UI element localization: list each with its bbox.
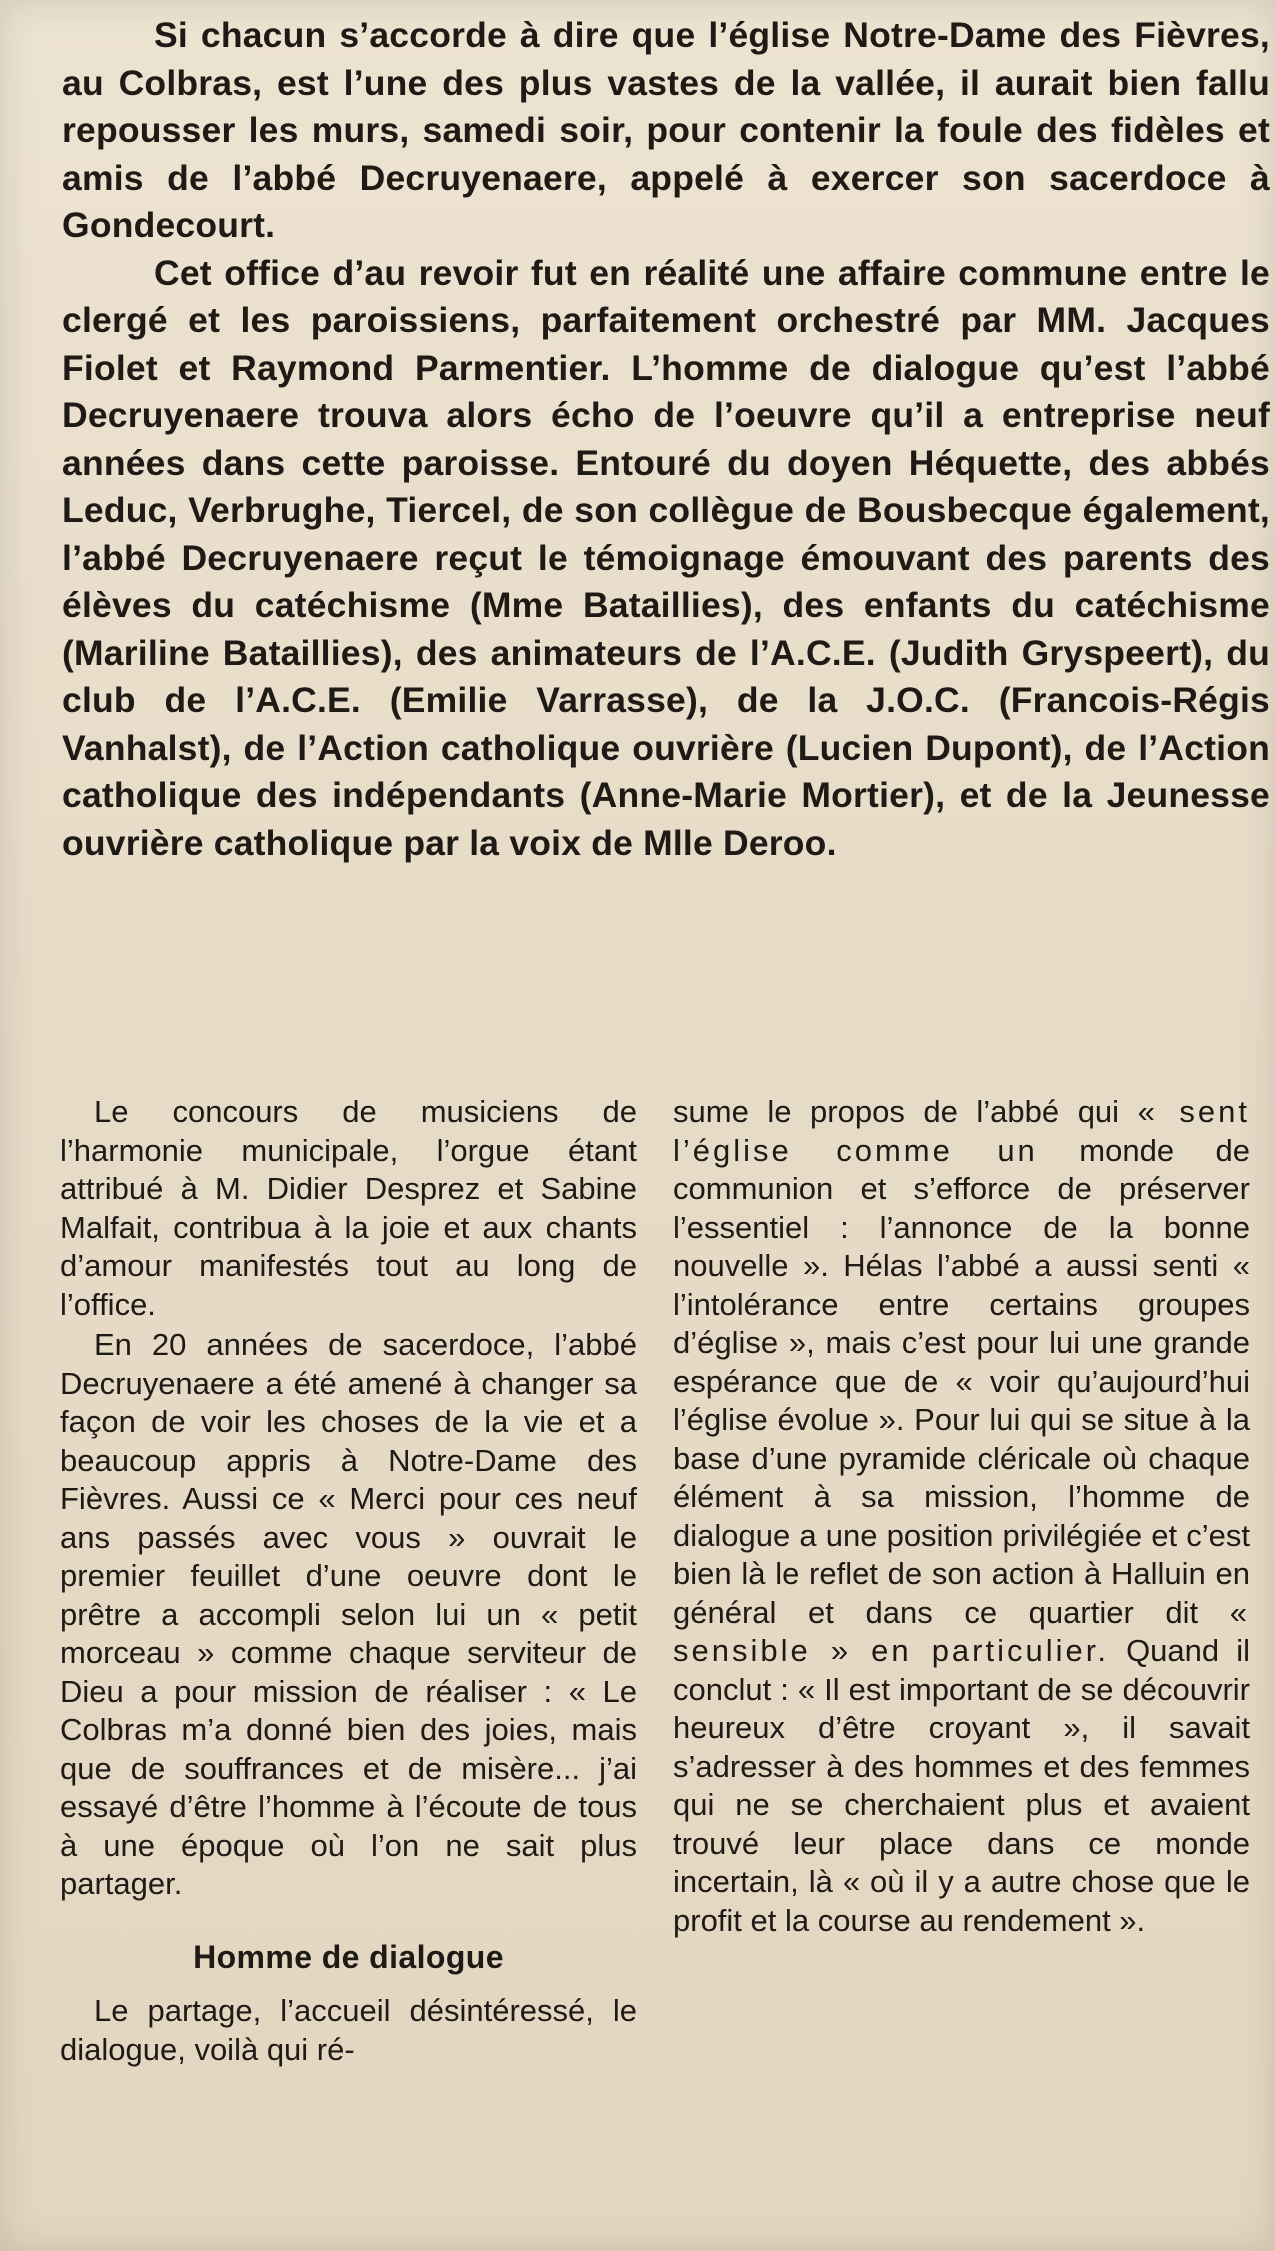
left-paragraph-2: En 20 années de sacerdoce, l’abbé Decruyenaere a été amené à changer sa façon de voir les choses de la vie et a beaucoup appris à Notre-Dame des Fièvres. Aussi ce « Merci pour ces neuf ans passés avec vous » ouvrait le premier feuillet d’une oeuvre dont le prêtre a accompli selon lui un « petit morceau » comme chaque serviteur de Dieu a pour mission de réaliser : « Le Colbras m’a donné bien des joies, mais que de souffrances et de misère... j’ai essayé d’être l’homme à l’écoute de tous à une époque où l’on ne sait plus partager. xyxy=(60,1327,637,1901)
right-text-b: « sent l’église comme un xyxy=(673,1094,1250,1168)
article-columns xyxy=(60,1093,1250,2071)
right-text-a: sume le propos de l’abbé qui xyxy=(673,1094,1138,1129)
left-paragraph-1: Le concours de musiciens de l’harmonie municipale, l’orgue étant attribué à M. Didier Desprez et Sabine Malfait, contribua à la joie et aux chants d’amour manifestés tout au long de l’office. xyxy=(60,1094,637,1322)
right-text-c: monde de communion et s’efforce de préserver l’essentiel : l’annonce de la bonne nouvelle ». Hélas l’abbé a aussi senti « l’intolérance entre certains groupes d’église », mais c’est pour lui une grande espérance que de « voir qu’aujourd’hui l’église évolue ». Pour lui qui se situe à la base d’une pyramide cléricale où chaque élément à sa mission, l’homme de dialogue a une position privilégiée et c’est bien là le reflet de son action à Halluin en général et dans ce quartier dit xyxy=(673,1132,1251,1630)
right-text-e: Quand il conclut : « Il est important de se découvrir heureux d’être croyant », il savait s’adresser à des hommes et des femmes qui ne se cherchaient plus et avaient trouvé leur place dans ce monde incertain, là « où il y a autre chose que le profit et la course au rendement ». xyxy=(673,1633,1250,1938)
lead-paragraph-1: Si chacun s’accorde à dire que l’église Notre-Dame des Fièvres, au Colbras, est l’une des plus vastes de la vallée, il aurait bien fallu repousser les murs, samedi soir, pour contenir la foule des fidèles et amis de l’abbé Decruyenaere, appelé à exercer son sacerdoce à Gondecourt. xyxy=(62,15,1270,245)
right-paragraph-1 xyxy=(673,1093,1250,1940)
subheading-homme-de-dialogue: Homme de dialogue xyxy=(193,1938,504,1975)
left-paragraph-3: Le partage, l’accueil désintéressé, le dialogue, voilà qui ré- xyxy=(60,1993,637,2067)
left-column xyxy=(60,1093,637,2071)
right-text-d: « sensible » en particulier. xyxy=(673,1594,1250,1668)
lead-paragraph-2: Cet office d’au revoir fut en réalité une affaire commune entre le clergé et les paroissiens, parfaitement orchestré par MM. Jacques Fiolet et Raymond Parmentier. L’homme de dialogue qu’est l’abbé Decruyenaere trouva alors écho de l’oeuvre qu’il a entreprise neuf années dans cette paroisse. Entouré du doyen Héquette, des abbés Leduc, Verbrughe, Tiercel, de son collègue de Bousbecque également, l’abbé Decruyenaere reçut le témoignage émouvant des parents des élèves du catéchisme (Mme Bataillies), des enfants du catéchisme (Mariline Bataillies), des animateurs de l’A.C.E. (Judith Gryspeert), du club de l’A.C.E. (Emilie Varrasse), de la J.O.C. (Francois-Régis Vanhalst), de l’Action catholique ouvrière (Lucien Dupont), de l’Action catholique des indépendants (Anne-Marie Mortier), et de la Jeunesse ouvrière catholique par la voix de Mlle Deroo. xyxy=(62,252,1270,863)
article-lead xyxy=(62,12,1270,867)
right-column xyxy=(673,1093,1250,2071)
